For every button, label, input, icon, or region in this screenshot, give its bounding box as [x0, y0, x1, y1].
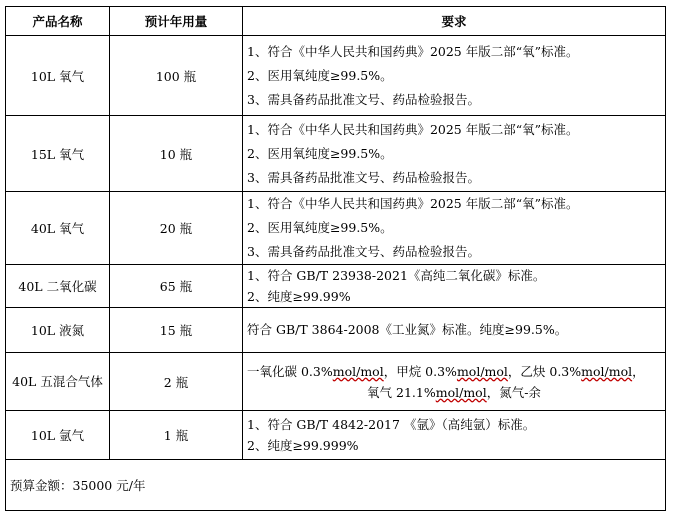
table-row — [6, 353, 666, 411]
requirement-line: 3、需具备药品批准文号、药品检验报告。 — [247, 244, 480, 259]
requirements-cell — [243, 353, 666, 411]
requirement-line: 1、符合《中华人民共和国药典》2025 年版二部“氧”标准。 — [247, 196, 579, 211]
unit-text: mol/mol — [435, 384, 487, 400]
requirement-line: 符合 GB/T 3864-2008《工业氮》标准。纯度≥99.5%。 — [247, 322, 568, 337]
requirement-line: 3、需具备药品批准文号、药品检验报告。 — [247, 91, 480, 107]
requirement-line: 2、医用氧纯度≥99.5%。 — [247, 67, 393, 83]
unit-text: mol/mol — [456, 363, 508, 379]
budget-amount: 预算金额：35000 元/年 — [6, 460, 666, 511]
requirement-line: 1、符合 GB/T 4842-2017 《氩》（高纯氩）标准。 — [247, 417, 536, 432]
annual-quantity: 1 瓶 — [110, 411, 243, 460]
requirements-cell — [243, 411, 666, 460]
requirements-cell — [243, 192, 666, 265]
requirement-line: 1、符合 GB/T 23938-2021《高纯二氧化碳》标准。 — [247, 268, 546, 283]
requirement-line: 2、纯度≥99.999% — [247, 438, 359, 453]
annual-quantity: 100 瓶 — [110, 36, 243, 116]
requirement-line: 2、医用氧纯度≥99.5%。 — [247, 220, 393, 235]
table-row — [6, 265, 666, 308]
table-row — [6, 116, 666, 192]
header-annual-quantity: 预计年用量 — [110, 7, 243, 36]
requirement-line: 2、医用氧纯度≥99.5%。 — [247, 145, 393, 161]
requirements-cell — [243, 36, 666, 116]
budget-row — [6, 460, 666, 511]
annual-quantity: 20 瓶 — [110, 192, 243, 265]
requirements-cell — [243, 308, 666, 353]
requirement-line: 一氧化碳 0.3%mol/mol，甲烷 0.3%mol/mol，乙炔 0.3%mol/mol， — [247, 363, 645, 379]
product-name: 10L 氩气 — [6, 411, 110, 460]
annual-quantity: 2 瓶 — [110, 353, 243, 411]
annual-quantity: 15 瓶 — [110, 308, 243, 353]
unit-text: mol/mol — [581, 363, 633, 379]
requirement-line: 1、符合《中华人民共和国药典》2025 年版二部“氧”标准。 — [247, 121, 579, 137]
product-name: 10L 液氮 — [6, 308, 110, 353]
table-row — [6, 411, 666, 460]
requirements-table — [5, 6, 666, 511]
table-row — [6, 192, 666, 265]
annual-quantity: 65 瓶 — [110, 265, 243, 308]
requirement-line: 2、纯度≥99.99% — [247, 289, 351, 304]
requirement-line: 1、符合《中华人民共和国药典》2025 年版二部“氧”标准。 — [247, 43, 579, 59]
header-product-name: 产品名称 — [6, 7, 110, 36]
header-row — [6, 7, 666, 36]
unit-text: mol/mol — [332, 363, 384, 379]
product-name: 10L 氧气 — [6, 36, 110, 116]
product-name: 40L 二氧化碳 — [6, 265, 110, 308]
requirement-line: 3、需具备药品批准文号、药品检验报告。 — [247, 169, 480, 185]
annual-quantity: 10 瓶 — [110, 116, 243, 192]
product-name: 40L 五混合气体 — [6, 353, 110, 411]
requirement-line: 氧气 21.1%mol/mol，氮气-余 — [367, 384, 541, 400]
table-row — [6, 308, 666, 353]
table-row — [6, 36, 666, 116]
product-name: 15L 氧气 — [6, 116, 110, 192]
product-name: 40L 氧气 — [6, 192, 110, 265]
header-requirements: 要求 — [243, 7, 666, 36]
requirements-cell — [243, 116, 666, 192]
requirements-cell — [243, 265, 666, 308]
